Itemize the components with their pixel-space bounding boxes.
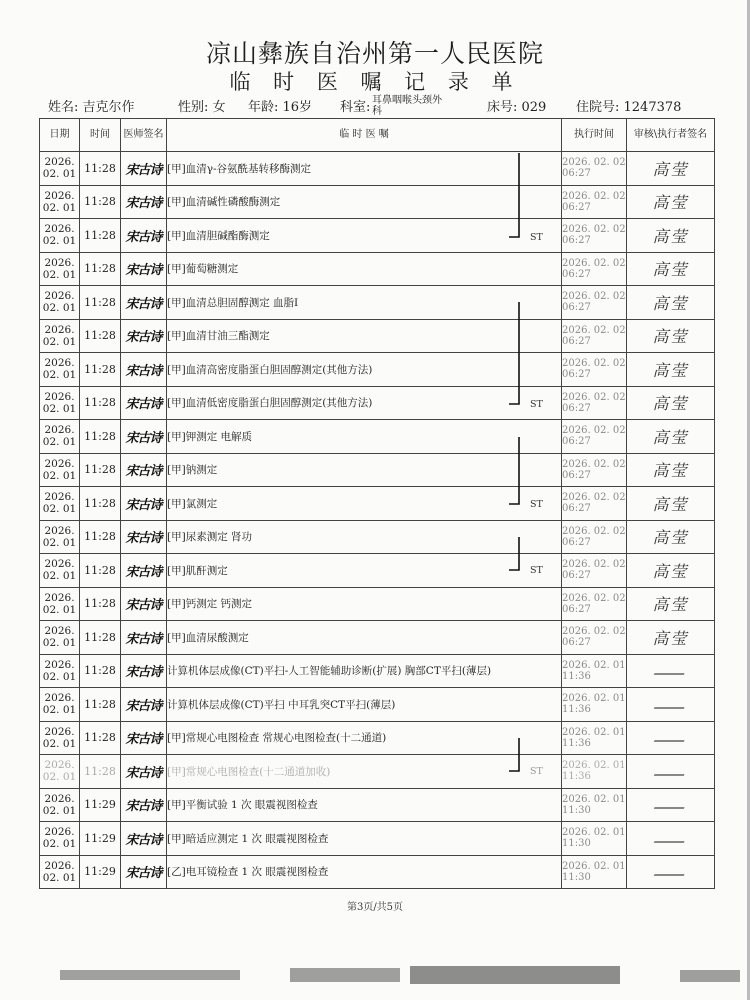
execution-time: 2026. 02. 01 11:30 [562, 855, 627, 889]
table-row [40, 654, 715, 688]
doctor-signature [121, 654, 167, 688]
order-text: [甲]血清γ-谷氨酰基转移酶测定 [167, 152, 562, 186]
nurse-signature [627, 621, 715, 655]
scribble-signature [653, 730, 687, 742]
doctor-signature [121, 319, 167, 353]
nurse-signature [627, 353, 715, 387]
order-date: 2026. 02. 01 [40, 319, 80, 353]
doctor-signature [121, 788, 167, 822]
page-number: 第3页/共5页 [346, 902, 404, 913]
order-time: 11:28 [80, 185, 121, 219]
nurse-signature [627, 554, 715, 588]
scan-artifact [40, 962, 740, 988]
order-text: [乙]电耳镜检查 1 次 眼震视图检查 [167, 855, 562, 889]
nurse-signature-mark: 高莹 [652, 595, 689, 615]
order-text: [甲]血清甘油三酯测定 [167, 319, 562, 353]
nurse-signature-mark: 高莹 [652, 528, 689, 548]
column-header-doctor: 医师签名 [121, 119, 167, 152]
doctor-signature-mark: 宋古诗 [125, 330, 162, 346]
nurse-signature-mark: 高莹 [652, 360, 689, 380]
execution-time: 2026. 02. 02 06:27 [562, 252, 627, 286]
table-row [40, 353, 715, 387]
doctor-signature [121, 520, 167, 554]
order-time: 11:28 [80, 353, 121, 387]
doctor-signature [121, 453, 167, 487]
scribble-signature [653, 864, 687, 876]
execution-time: 2026. 02. 02 06:27 [562, 487, 627, 521]
table-row [40, 219, 715, 253]
order-date: 2026. 02. 01 [40, 788, 80, 822]
nurse-signature-mark: 高莹 [652, 327, 689, 347]
nurse-signature [627, 252, 715, 286]
nurse-signature [627, 822, 715, 856]
order-time: 11:29 [80, 855, 121, 889]
execution-time: 2026. 02. 02 06:27 [562, 353, 627, 387]
execution-time: 2026. 02. 02 06:27 [562, 420, 627, 454]
doctor-signature [121, 386, 167, 420]
nurse-signature [627, 185, 715, 219]
order-time: 11:28 [80, 286, 121, 320]
doctor-signature-mark: 宋古诗 [125, 665, 162, 681]
execution-time: 2026. 02. 02 06:27 [562, 554, 627, 588]
department-value: 耳鼻咽喉头颈外 科 [372, 95, 442, 117]
column-header-exec-time: 执行时间 [562, 119, 627, 152]
doctor-signature [121, 286, 167, 320]
order-date: 2026. 02. 01 [40, 353, 80, 387]
doctor-signature-mark: 宋古诗 [125, 196, 162, 212]
nurse-signature [627, 453, 715, 487]
execution-time: 2026. 02. 02 06:27 [562, 621, 627, 655]
doctor-signature-mark: 宋古诗 [125, 497, 162, 513]
order-date: 2026. 02. 01 [40, 386, 80, 420]
column-header-date: 日期 [40, 119, 80, 152]
doctor-signature-mark: 宋古诗 [125, 363, 162, 379]
table-header [40, 119, 715, 152]
nurse-signature-mark: 高莹 [652, 226, 689, 246]
order-text: [甲]血清总胆固醇测定 血脂I [167, 286, 562, 320]
order-time: 11:28 [80, 319, 121, 353]
st-mark: ST [530, 565, 543, 576]
order-time: 11:28 [80, 520, 121, 554]
nurse-signature-mark: 高莹 [652, 561, 689, 581]
table-row [40, 286, 715, 320]
order-text: [甲]葡萄糖测定 [167, 252, 562, 286]
nurse-signature [627, 219, 715, 253]
order-text: [甲]血清低密度脂蛋白胆固醇测定(其他方法) [167, 386, 562, 420]
order-date: 2026. 02. 01 [40, 688, 80, 722]
doctor-signature [121, 487, 167, 521]
department-label: 科室: [340, 100, 371, 115]
nurse-signature [627, 420, 715, 454]
patient-age: 年龄: 16岁 [248, 100, 313, 115]
scribble-signature [653, 797, 687, 809]
order-date: 2026. 02. 01 [40, 822, 80, 856]
doctor-signature-mark: 宋古诗 [125, 296, 162, 312]
order-time: 11:28 [80, 386, 121, 420]
order-date: 2026. 02. 01 [40, 654, 80, 688]
nurse-signature-mark: 高莹 [652, 293, 689, 313]
order-time: 11:28 [80, 152, 121, 186]
table-row [40, 185, 715, 219]
doctor-signature-mark: 宋古诗 [125, 866, 162, 882]
order-date: 2026. 02. 01 [40, 554, 80, 588]
execution-time: 2026. 02. 02 06:27 [562, 319, 627, 353]
scribble-signature [653, 831, 687, 843]
doctor-signature [121, 587, 167, 621]
column-header-time: 时间 [80, 119, 121, 152]
execution-time: 2026. 02. 02 06:27 [562, 520, 627, 554]
doctor-signature [121, 688, 167, 722]
order-time: 11:28 [80, 587, 121, 621]
table-row [40, 319, 715, 353]
execution-time: 2026. 02. 01 11:36 [562, 688, 627, 722]
doctor-signature [121, 822, 167, 856]
order-date: 2026. 02. 01 [40, 219, 80, 253]
doctor-signature [121, 152, 167, 186]
nurse-signature [627, 855, 715, 889]
order-date: 2026. 02. 01 [40, 420, 80, 454]
execution-time: 2026. 02. 01 11:36 [562, 654, 627, 688]
order-date: 2026. 02. 01 [40, 252, 80, 286]
nurse-signature-mark: 高莹 [652, 427, 689, 447]
execution-time: 2026. 02. 01 11:36 [562, 721, 627, 755]
table-row [40, 152, 715, 186]
table-row [40, 587, 715, 621]
nurse-signature [627, 654, 715, 688]
doctor-signature-mark: 宋古诗 [125, 799, 162, 815]
order-date: 2026. 02. 01 [40, 487, 80, 521]
admission-number: 住院号: 1247378 [576, 100, 682, 115]
doctor-signature-mark: 宋古诗 [125, 397, 162, 413]
doctor-signature-mark: 宋古诗 [125, 531, 162, 547]
order-text: 计算机体层成像(CT)平扫 中耳乳突CT平扫(薄层) [167, 688, 562, 722]
bed-number: 床号: 029 [487, 100, 547, 115]
order-time: 11:28 [80, 654, 121, 688]
execution-time: 2026. 02. 01 11:30 [562, 822, 627, 856]
scribble-signature [653, 663, 687, 675]
nurse-signature [627, 487, 715, 521]
nurse-signature [627, 788, 715, 822]
order-date: 2026. 02. 01 [40, 520, 80, 554]
doctor-signature-mark: 宋古诗 [125, 162, 162, 178]
order-date: 2026. 02. 01 [40, 855, 80, 889]
hospital-name: 凉山彝族自治州第一人民医院 [205, 39, 544, 68]
table-row [40, 688, 715, 722]
order-time: 11:28 [80, 554, 121, 588]
order-date: 2026. 02. 01 [40, 453, 80, 487]
patient-gender: 性别: 女 [178, 100, 226, 115]
form-title: 临 时 医 嘱 记 录 单 [229, 70, 521, 94]
patient-name: 姓名: 吉克尔作 [48, 100, 135, 115]
order-time: 11:28 [80, 252, 121, 286]
doctor-signature-mark: 宋古诗 [125, 832, 162, 848]
order-text: 计算机体层成像(CT)平扫-人工智能辅助诊断(扩展) 胸部CT平扫(薄层) [167, 654, 562, 688]
order-text: [甲]肌酐测定 [167, 554, 562, 588]
table-row [40, 453, 715, 487]
nurse-signature [627, 755, 715, 789]
doctor-signature [121, 855, 167, 889]
doctor-signature-mark: 宋古诗 [125, 229, 162, 245]
doctor-signature-mark: 宋古诗 [125, 631, 162, 647]
order-date: 2026. 02. 01 [40, 721, 80, 755]
nurse-signature [627, 286, 715, 320]
execution-time: 2026. 02. 02 06:27 [562, 587, 627, 621]
order-text: [甲]常规心电图检查(十二通道加收) [167, 755, 562, 789]
order-time: 11:28 [80, 487, 121, 521]
order-text: [甲]钠测定 [167, 453, 562, 487]
order-time: 11:28 [80, 755, 121, 789]
order-time: 11:28 [80, 621, 121, 655]
doctor-signature [121, 621, 167, 655]
order-date: 2026. 02. 01 [40, 286, 80, 320]
nurse-signature-mark: 高莹 [652, 628, 689, 648]
nurse-signature [627, 152, 715, 186]
order-text: [甲]平衡试验 1 次 眼震视图检查 [167, 788, 562, 822]
doctor-signature-mark: 宋古诗 [125, 732, 162, 748]
table-row [40, 855, 715, 889]
doctor-signature [121, 554, 167, 588]
order-time: 11:28 [80, 688, 121, 722]
order-time: 11:28 [80, 420, 121, 454]
table-row [40, 755, 715, 789]
table-row [40, 520, 715, 554]
order-time: 11:29 [80, 822, 121, 856]
order-time: 11:29 [80, 788, 121, 822]
order-text: [甲]钾测定 电解质 [167, 420, 562, 454]
st-mark: ST [530, 399, 543, 410]
execution-time: 2026. 02. 02 06:27 [562, 152, 627, 186]
st-mark: ST [530, 766, 543, 777]
order-date: 2026. 02. 01 [40, 152, 80, 186]
execution-time: 2026. 02. 01 11:30 [562, 788, 627, 822]
table-row [40, 721, 715, 755]
order-text: [甲]暗适应测定 1 次 眼震视图检查 [167, 822, 562, 856]
nurse-signature-mark: 高莹 [652, 260, 689, 280]
order-text: [甲]氯测定 [167, 487, 562, 521]
execution-time: 2026. 02. 02 06:27 [562, 219, 627, 253]
order-time: 11:28 [80, 453, 121, 487]
doctor-signature-mark: 宋古诗 [125, 698, 162, 714]
doctor-signature-mark: 宋古诗 [125, 263, 162, 279]
order-time: 11:28 [80, 721, 121, 755]
order-date: 2026. 02. 01 [40, 621, 80, 655]
st-mark: ST [530, 232, 543, 243]
doctor-signature [121, 252, 167, 286]
doctor-signature-mark: 宋古诗 [125, 598, 162, 614]
nurse-signature-mark: 高莹 [652, 494, 689, 514]
nurse-signature-mark: 高莹 [652, 461, 689, 481]
execution-time: 2026. 02. 02 06:27 [562, 386, 627, 420]
order-text: [甲]血清尿酸测定 [167, 621, 562, 655]
column-header-order: 临 时 医 嘱 [167, 119, 562, 152]
doctor-signature [121, 755, 167, 789]
doctor-signature [121, 721, 167, 755]
table-row [40, 386, 715, 420]
st-mark: ST [530, 499, 543, 510]
scribble-signature [653, 764, 687, 776]
nurse-signature-mark: 高莹 [652, 193, 689, 213]
order-text: [甲]血清胆碱酯酶测定 [167, 219, 562, 253]
doctor-signature [121, 185, 167, 219]
table-row [40, 420, 715, 454]
table-row [40, 822, 715, 856]
nurse-signature [627, 386, 715, 420]
nurse-signature-mark: 高莹 [652, 159, 689, 179]
order-text: [甲]血清高密度脂蛋白胆固醇测定(其他方法) [167, 353, 562, 387]
doctor-signature [121, 353, 167, 387]
execution-time: 2026. 02. 02 06:27 [562, 185, 627, 219]
order-text: [甲]血清碱性磷酸酶测定 [167, 185, 562, 219]
doctor-signature-mark: 宋古诗 [125, 430, 162, 446]
doctor-signature-mark: 宋古诗 [125, 564, 162, 580]
nurse-signature [627, 721, 715, 755]
table-row [40, 621, 715, 655]
order-text: [甲]钙测定 钙测定 [167, 587, 562, 621]
order-date: 2026. 02. 01 [40, 755, 80, 789]
execution-time: 2026. 02. 02 06:27 [562, 286, 627, 320]
scribble-signature [653, 697, 687, 709]
doctor-signature-mark: 宋古诗 [125, 765, 162, 781]
order-date: 2026. 02. 01 [40, 587, 80, 621]
order-text: [甲]常规心电图检查 常规心电图检查(十二通道) [167, 721, 562, 755]
table-row [40, 487, 715, 521]
nurse-signature [627, 319, 715, 353]
nurse-signature [627, 688, 715, 722]
table-row [40, 554, 715, 588]
table-row [40, 252, 715, 286]
column-header-nurse: 审核\执行者签名 [627, 119, 715, 152]
doctor-signature [121, 420, 167, 454]
doctor-signature [121, 219, 167, 253]
orders-table [39, 118, 715, 889]
order-date: 2026. 02. 01 [40, 185, 80, 219]
nurse-signature [627, 587, 715, 621]
order-time: 11:28 [80, 219, 121, 253]
execution-time: 2026. 02. 01 11:36 [562, 755, 627, 789]
execution-time: 2026. 02. 02 06:27 [562, 453, 627, 487]
nurse-signature-mark: 高莹 [652, 394, 689, 414]
table-row [40, 788, 715, 822]
order-text: [甲]尿素测定 肾功 [167, 520, 562, 554]
nurse-signature [627, 520, 715, 554]
doctor-signature-mark: 宋古诗 [125, 464, 162, 480]
